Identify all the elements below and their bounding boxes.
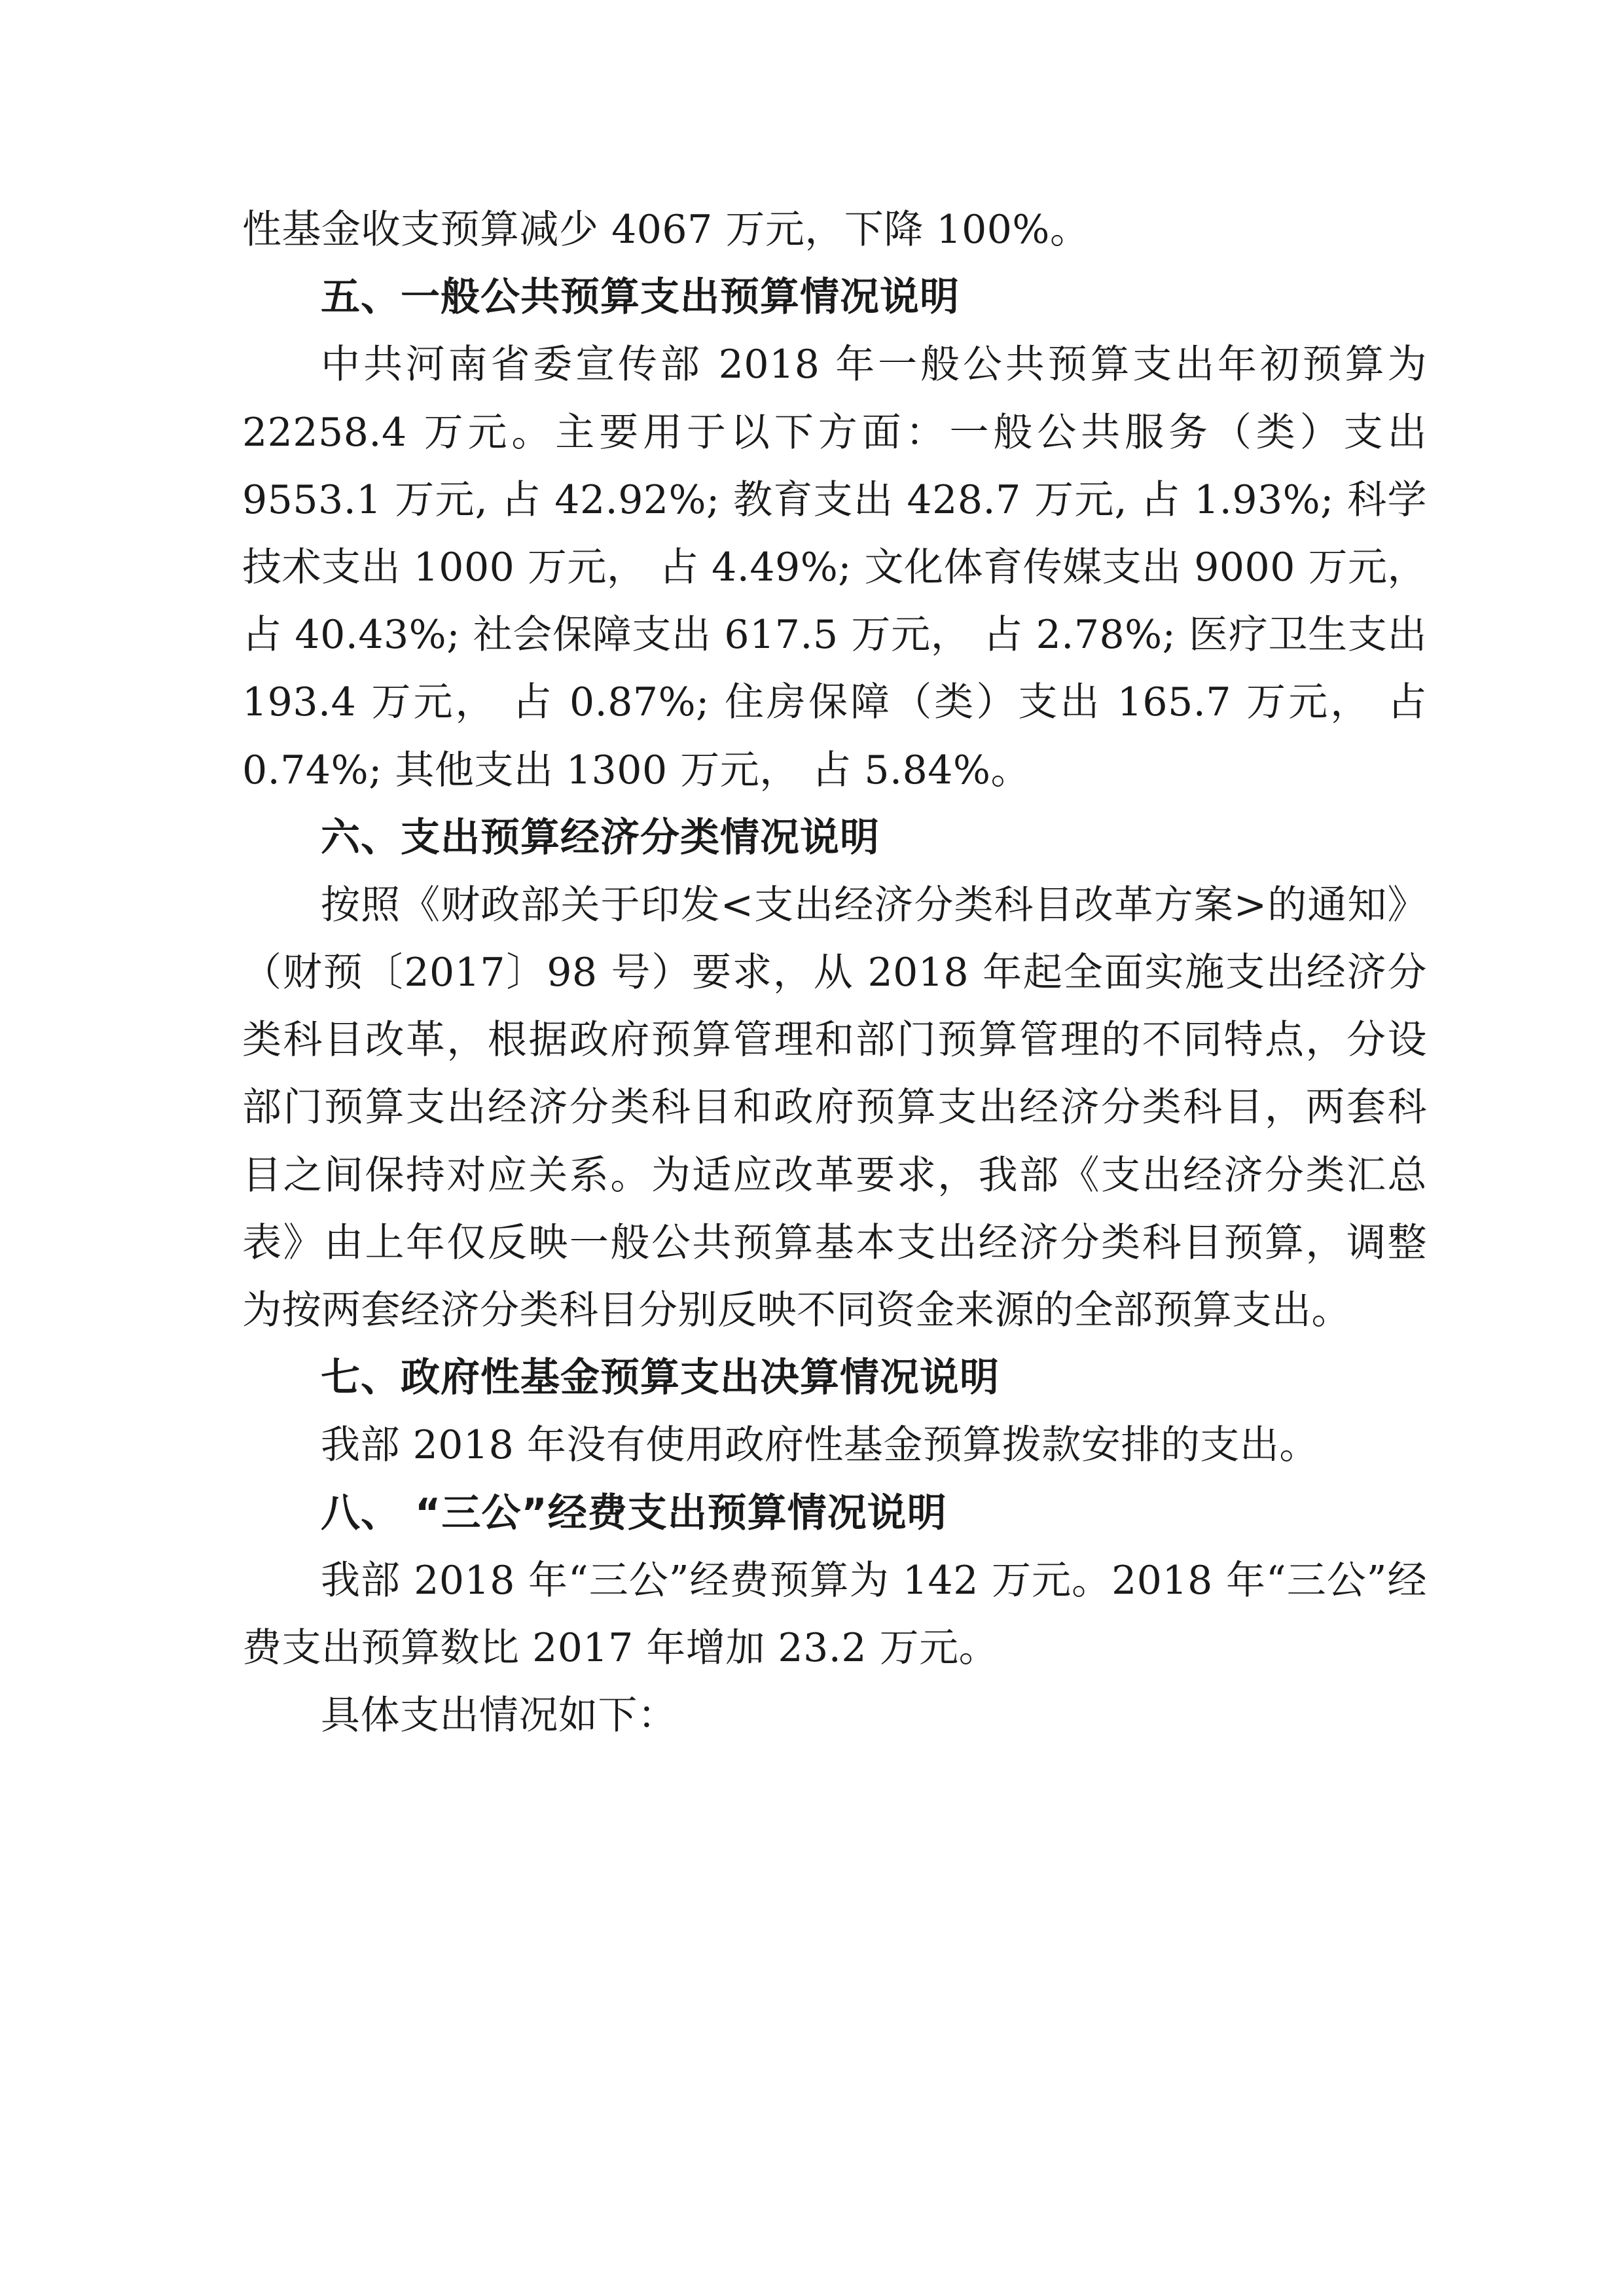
paragraph-specific-expenditure-intro: 具体支出情况如下：	[321, 1693, 677, 1739]
paragraph-general-public-budget-expenditure-detail: 中共河南省委宣传部 2018 年一般公共预算支出年初预算为 22258.4 万元。主要用于以下方面：一般公共服务（类）支出 9553.1 万元, 占 42.92%; 教育支出 428.7 万元, 占 1.93%; 科学技术支出 1000 万元， 占 4.49%; 文化体育传媒支出 9000 万元， 占 40.43%; 社会保障支出 617.5 万元， 占 2.78%; 医疗卫生支出 193.4 万元， 占 0.87%; 住房保障（类）支出 165.7 万元， 占 0.74%; 其他支出 1300 万元， 占 5.84%。	[242, 342, 1427, 793]
paragraph-no-government-fund-expenditure: 我部 2018 年没有使用政府性基金预算拨款安排的支出。	[321, 1422, 1319, 1469]
heading-eight-three-public-expenses: 八、 “三公”经费支出预算情况说明	[321, 1490, 947, 1536]
paragraph-economic-classification-detail: 按照《财政部关于印发<支出经济分类科目改革方案>的通知》（财预〔2017〕98 号）要求，从 2018 年起全面实施支出经济分类科目改革，根据政府预算管理和部门预算管理的不同特点，分设部门预算支出经济分类科目和政府预算支出经济分类科目，两套科目之间保持对应关系。为适应改革要求，我部《支出经济分类汇总表》由上年仅反映一般公共预算基本支出经济分类科目预算，调整为按两套经济分类科目分别反映不同资金来源的全部预算支出。	[242, 882, 1427, 1333]
heading-five-general-public-budget-expenditure: 五、一般公共预算支出预算情况说明	[321, 274, 960, 321]
paragraph-three-public-expenses-detail: 我部 2018 年“三公”经费预算为 142 万元。2018 年“三公”经费支出预算数比 2017 年增加 23.2 万元。	[242, 1557, 1427, 1671]
heading-seven-government-fund-budget-expenditure: 七、政府性基金预算支出决算情况说明	[321, 1355, 1000, 1401]
heading-six-expenditure-economic-classification: 六、支出预算经济分类情况说明	[321, 814, 880, 861]
paragraph-fund-budget-decrease: 性基金收支预算减少 4067 万元，下降 100%。	[242, 207, 1090, 253]
document-body	[242, 196, 1427, 1749]
